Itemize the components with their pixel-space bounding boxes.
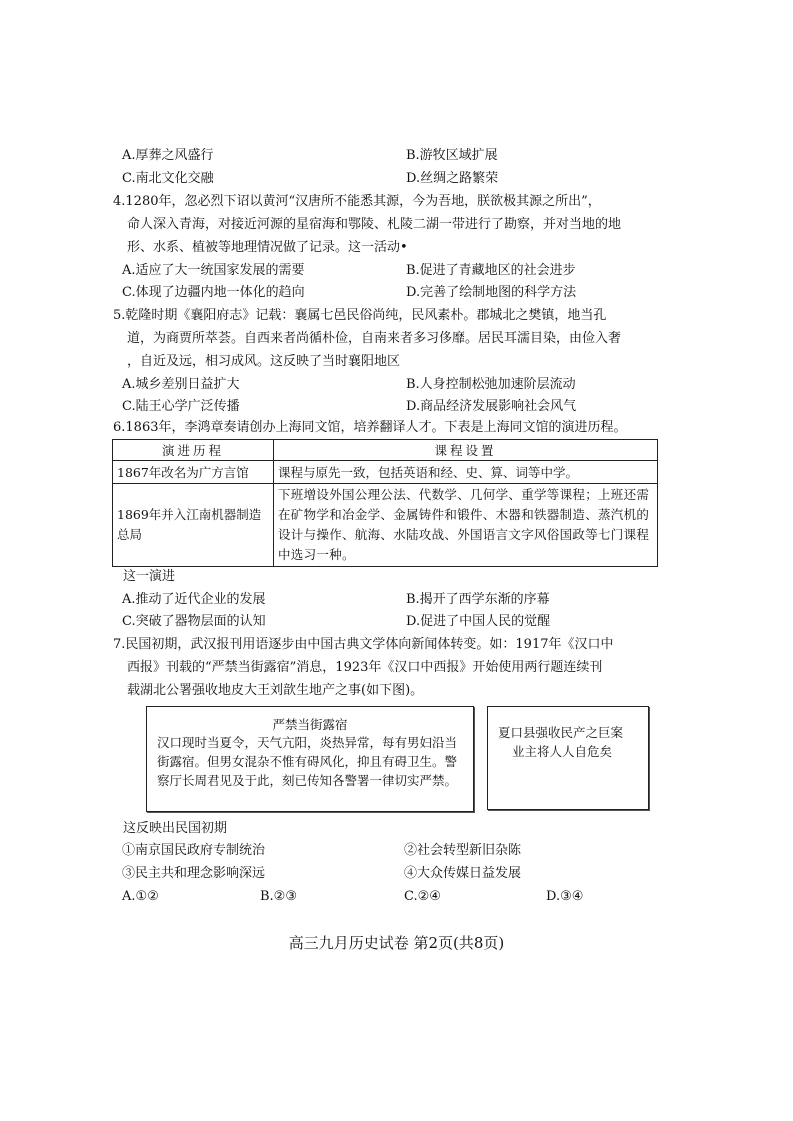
- q4-option-b: B.促进了青藏地区的社会进步: [406, 263, 576, 278]
- q7-item-2: ②社会转型新旧杂陈: [404, 843, 522, 858]
- q7-item-4: ④大众传媒日益发展: [404, 866, 522, 881]
- newspaper-clipping-left: [146, 706, 474, 812]
- clipping-body: 汉口现时当夏令，天气亢阳，炎热异常，每有男妇沿当街露宿。但男女混杂不惟有碍风化，抑且有碍卫生。警察厅长周君见及于此，刻已传知各警署一律切实严禁。: [157, 735, 458, 788]
- newspaper-clipping-right: [487, 706, 649, 810]
- q6-row2-courses: 下班增设外国公理公法、代数学、几何学、重学等课程；上班还需在矿物学和冶金学、金属铸件和锻件、木器和铁器制造、蒸汽机的设计与操作、航海、水陆攻战、外国语言文字风俗国政等七门课程中选习一种。: [274, 484, 658, 567]
- q6-header-courses: 课程设置: [274, 440, 658, 461]
- q5-stem-line-1: 5.乾隆时期《襄阳府志》记载：襄属七邑民俗尚纯，民风素朴。郡城北之樊镇，地当孔: [113, 308, 607, 323]
- q7-stem-line-3: 载湖北公署强收地皮大王刘歆生地产之事(如下图)。: [127, 683, 424, 698]
- clipping-headline-line-2: 业主将人人自危矣: [512, 744, 613, 759]
- q3-option-a: A.厚葬之风盛行: [122, 148, 214, 163]
- q7-stem-line-2: 西报》刊载的“严禁当街露宿”消息，1923年《汉口中西报》开始使用两行题连续刊: [127, 660, 603, 675]
- q5-stem-line-3: ，自近及远，相习成风。这反映了当时襄阳地区: [127, 354, 401, 369]
- q7-option-a: A.①②: [122, 889, 159, 904]
- q4-stem-line-1: 4.1280年，忽必烈下诏以黄河“汉唐所不能悉其源，今为吾地，朕欲极其源之所出”，: [113, 194, 601, 209]
- table-row: [113, 484, 658, 567]
- q3-option-d: D.丝绸之路繁荣: [406, 171, 499, 186]
- page-footer: 高三九月历史试卷 第2页(共8页): [288, 934, 505, 952]
- q7-item-1: ①南京国民政府专制统治: [122, 843, 266, 858]
- q7-option-b: B.②③: [260, 889, 297, 904]
- q5-option-b: B.人身控制松弛加速阶层流动: [406, 377, 576, 392]
- q4-stem-line-3: 形、水系、植被等地理情况做了记录。这一活动•: [127, 240, 408, 255]
- q6-header-stage: 演进历程: [113, 440, 274, 461]
- q7-stem-line-1: 7.民国初期，武汉报刊用语逐步由中国古典文学体向新闻体转变。如：1917年《汉口中: [113, 637, 614, 652]
- q7-option-c: C.②④: [404, 889, 441, 904]
- q6-question-stem: 这一演进: [123, 569, 176, 584]
- q5-option-a: A.城乡差别日益扩大: [122, 377, 240, 392]
- q6-option-a: A.推动了近代企业的发展: [122, 592, 266, 607]
- table-row: [113, 461, 658, 484]
- q4-option-c: C.体现了边疆内地一体化的趋向: [122, 285, 305, 300]
- clipping-title: 严禁当街露宿: [272, 717, 348, 732]
- q6-row1-stage: 1867年改名为广方言馆: [113, 461, 274, 484]
- q6-table: [112, 439, 658, 567]
- q7-option-d: D.③④: [546, 889, 584, 904]
- q4-option-a: A.适应了大一统国家发展的需要: [122, 263, 305, 278]
- q4-option-d: D.完善了绘制地图的科学方法: [406, 285, 577, 300]
- q3-option-c: C.南北文化交融: [122, 171, 214, 186]
- q6-option-c: C.突破了器物层面的认知: [122, 614, 266, 629]
- q6-row1-courses: 课程与原先一致，包括英语和经、史、算、词等中学。: [274, 461, 658, 484]
- q5-option-d: D.商品经济发展影响社会风气: [406, 399, 577, 414]
- q5-option-c: C.陆王心学广泛传播: [122, 399, 240, 414]
- q7-item-3: ③民主共和理念影响深远: [122, 866, 266, 881]
- q4-stem-line-2: 命人深入青海，对接近河源的星宿海和鄂陵、札陵二湖一带进行了勘察，并对当地的地: [127, 217, 622, 232]
- clipping-headline-line-1: 夏口县强收民产之巨案: [498, 725, 624, 740]
- q6-option-d: D.促进了中国人民的觉醒: [406, 614, 551, 629]
- q6-intro: 6.1863年，李鸿章奏请创办上海同文馆，培养翻译人才。下表是上海同文馆的演进历程。: [113, 420, 627, 435]
- q3-option-b: B.游牧区域扩展: [406, 148, 498, 163]
- q5-stem-line-2: 道，为商贾所萃荟。自西来者尚循朴俭，自南来者多习侈靡。居民耳濡目染，由俭入奢: [127, 331, 622, 346]
- clipping-headline: [498, 723, 640, 761]
- q6-row2-stage: 1869年并入江南机器制造总局: [113, 484, 274, 567]
- q6-option-b: B.揭开了西学东渐的序幕: [406, 592, 550, 607]
- q7-question-stem: 这反映出民国初期: [123, 821, 228, 836]
